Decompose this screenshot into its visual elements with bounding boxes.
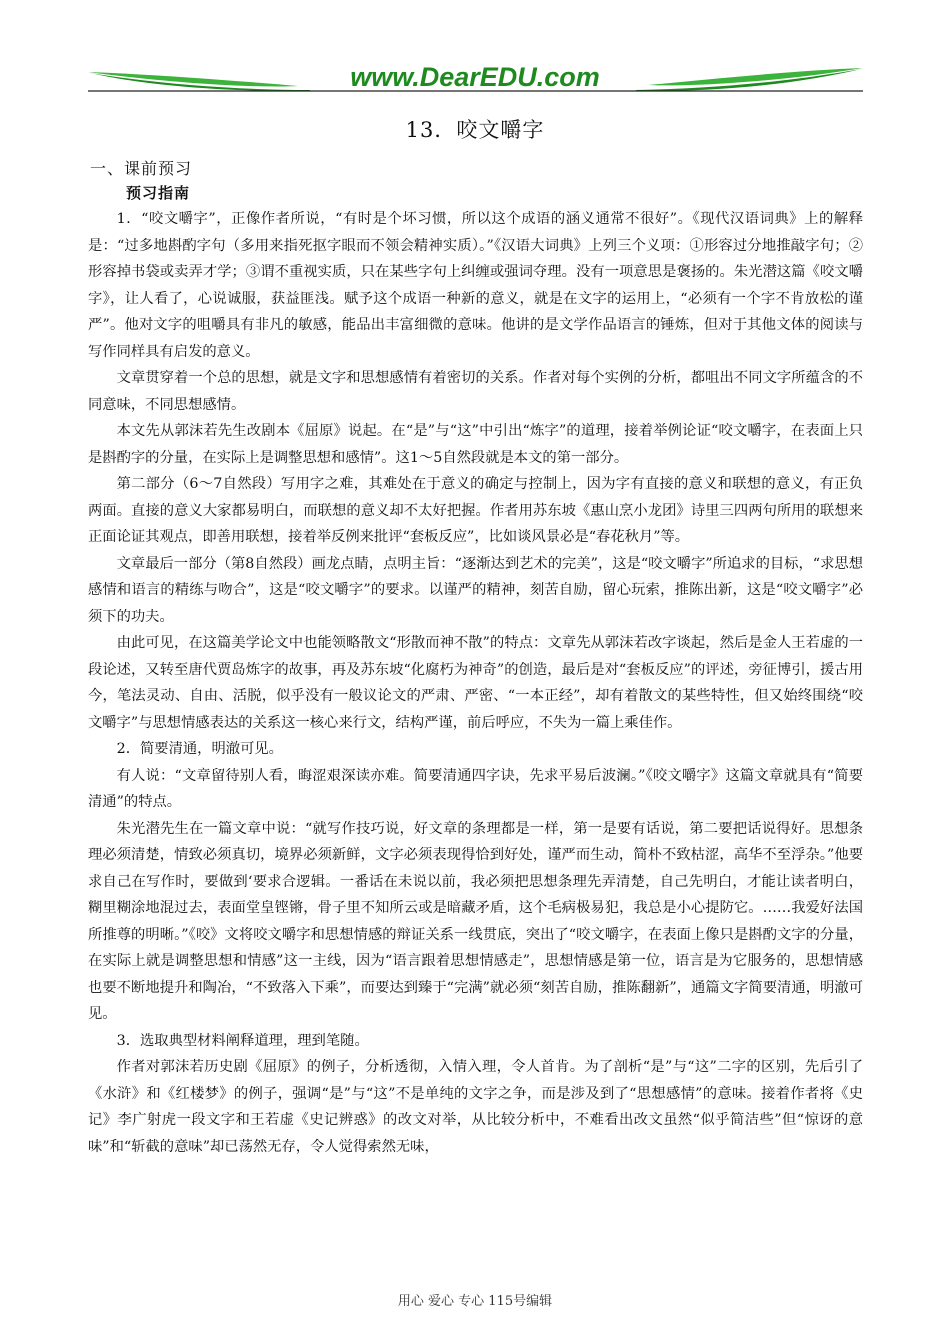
paragraph: 作者对郭沫若历史剧《屈原》的例子，分析透彻，入情入理，令人首肯。为了剖析“是”与“这”二字的区别，先后引了《水浒》和《红楼梦》的例子，强调“是”与“这”不是单纯的文字之争，而是涉及到了“思想感情”的意味。接着作者将《史记》李广射虎一段文字和王若虚《史记辨惑》的改文对举，从比较分析中，不难看出改文虽然“似乎简洁些”但“惊讶的意味”和“斩截的意味”却已荡然无存，令人觉得索然无味， xyxy=(88,1059,863,1155)
paragraph: 文章贯穿着一个总的思想，就是文字和思想感情有着密切的关系。作者对每个实例的分析，都咀出不同文字所蕴含的不同意味，不同思想感情。 xyxy=(88,370,863,413)
site-logo-text: www.DearEDU.com xyxy=(350,62,600,92)
paragraph: 3．选取典型材料阐释道理，理到笔随。 xyxy=(116,1032,369,1049)
paragraph: 朱光潜先生在一篇文章中说：“就写作技巧说，好文章的条理都是一样，第一是要有话说，第二要把话说得好。思想条理必须清楚，情致必须真切，境界必须新鲜，文字必须表现得恰到好处，谨严而生动，简朴不致枯涩，高华不至浮杂。”他要求自己在写作时，要做到‘要求合逻辑。一番话在未说以前，我必须把思想条理先弄清楚，自己先明白，才能让读者明白，糊里糊涂地混过去，表面堂皇铿锵，骨子里不知所云或是暗藏矛盾，这个毛病极易犯，我总是小心提防它。……我爱好法国所推尊的明晰。”《咬》文将咬文嚼字和思想情感的辩证关系一线贯底，突出了“咬文嚼字，在表面上像只是斟酌文字的分量，在实际上就是调整思想和情感”这一主线，因为“语言跟着思想情感走”，思想情感是第一位，语言是为它服务的，思想情感也要不断地提升和陶冶，“不致落入下乘”，而要达到臻于“完满”就必须“刻苦自励，推陈翻新”，通篇文字简要清通，明澈可见。 xyxy=(88,820,863,1022)
site-logo xyxy=(88,60,863,100)
paragraph: 第二部分（6～7自然段）写用字之难，其难处在于意义的确定与控制上，因为字有直接的意义和联想的意义，有正负两面。直接的意义大家都易明白，而联想的意义却不太好把握。作者用苏东坡《惠山烹小龙团》诗里三四两句所用的联想来正面论证其观点，即善用联想，接着举反例来批评“套板反应”，比如谈风景必是“春花秋月”等。 xyxy=(88,476,863,545)
paragraph: 2．简要清通，明澈可见。 xyxy=(116,741,283,757)
document-title: 13．咬文嚼字 xyxy=(405,118,545,142)
paragraph: 文章最后一部分（第8自然段）画龙点睛，点明主旨：“逐渐达到艺术的完美”，这是“咬文嚼字”所追求的目标，“求思想感情和语言的精练与吻合”，这是“咬文嚼字”的要求。以谨严的精神，刻苦自励，留心玩索，推陈出新，这是“咬文嚼字”必须下的功夫。 xyxy=(88,555,863,625)
paragraph: 1．“咬文嚼字”，正像作者所说，“有时是个坏习惯，所以这个成语的涵义通常不很好”。《现代汉语词典》上的解释是：“过多地斟酌字句（多用来指死抠字眼而不领会精神实质）。”《汉语大词典》上列三个义项：①形容过分地推敲字句；②形容掉书袋或卖弄才学；③谓不重视实质，只在某些字句上纠缠或强词夺理。没有一项意思是褒扬的。朱光潜这篇《咬文嚼字》，让人看了，心说诚服，获益匪浅。赋予这个成语一种新的意义，就是在文字的运用上，“必须有一个字不肯放松的谨严”。他对文字的咀嚼具有非凡的敏感，能品出丰富细微的意味。他讲的是文学作品语言的锤炼，但对于其他文体的阅读与写作同样具有启发的意义。 xyxy=(88,211,863,360)
left-wing-icon xyxy=(88,72,298,86)
section-heading: 一、课前预习 xyxy=(90,159,193,178)
right-wing-icon xyxy=(648,68,863,85)
sub-heading: 预习指南 xyxy=(126,184,191,202)
paragraph: 由此可见，在这篇美学论文中也能领略散文“形散而神不散”的特点：文章先从郭沫若改字谈起，然后是金人王若虚的一段论述，又转至唐代贾岛炼字的故事，再及苏东坡“化腐朽为神奇”的创造，最后是对“套板反应”的评述，旁征博引，援古用今，笔法灵动、自由、活脱，似乎没有一般议论文的严肃、严密、“一本正经”，却有着散文的某些特性，但又始终围绕“咬文嚼字”与思想情感表达的关系这一核心来行文，结构严谨，前后呼应，不失为一篇上乘佳作。 xyxy=(88,635,863,731)
paragraph: 本文先从郭沫若先生改剧本《屈原》说起。在“是”与“这”中引出“炼字”的道理，接着举例论证“咬文嚼字，在表面上只是斟酌字的分量，在实际上是调整思想和感情”。这1～5自然段就是本文的第一部分。 xyxy=(88,423,863,466)
paragraph: 有人说：“文章留待别人看，晦涩艰深读亦难。简要清通四字诀，先求平易后波澜。”《咬文嚼字》这篇文章就具有“简要清通”的特点。 xyxy=(88,767,863,810)
page-footer: 用心 爱心 专心 115号编辑 xyxy=(397,1294,553,1309)
site-banner xyxy=(88,60,863,100)
body-text xyxy=(88,206,863,1160)
